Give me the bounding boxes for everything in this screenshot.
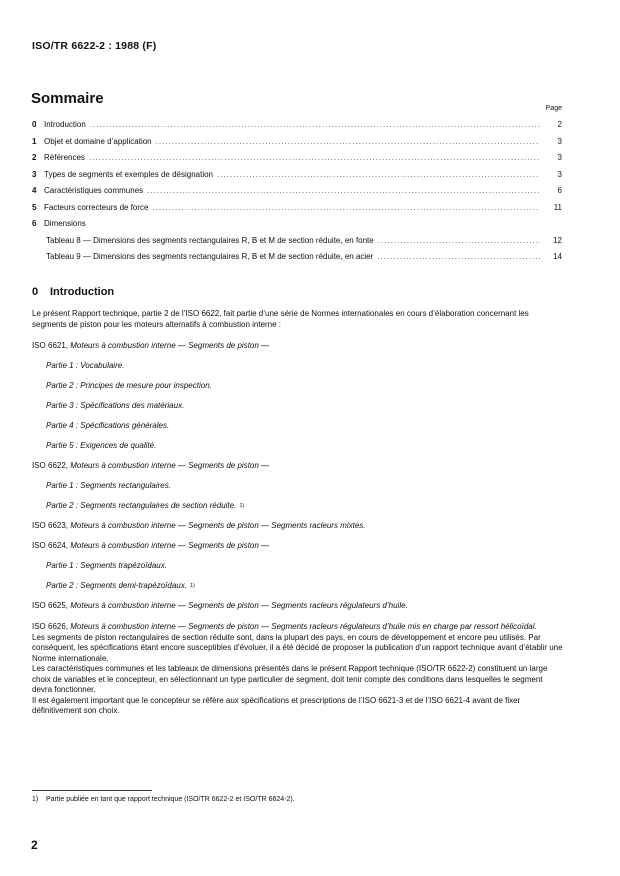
standard-line: ISO 6621, Moteurs à combustion interne — Segments de piston —: [32, 340, 270, 350]
toc-row[interactable]: 6 Dimensions: [32, 219, 86, 228]
running-header: ISO/TR 6622-2 : 1988 (F): [32, 40, 157, 52]
toc-row[interactable]: 1 Objet et domaine d’application ..... 3: [32, 137, 562, 154]
toc-row[interactable]: 2 Références ..... 3: [32, 153, 562, 170]
standard-line: ISO 6624, Moteurs à combustion interne — Segments de piston —: [32, 540, 270, 550]
standard-part: Partie 1 : Segments rectangulaires.: [46, 480, 171, 490]
standard-line: ISO 6626, Moteurs à combustion interne — Segments de piston — Segments racleurs régulateurs d’huile mis en charge par ressort hélicoïdal.: [32, 622, 537, 631]
toc-title: Sommaire: [31, 90, 104, 107]
footnote-ref[interactable]: 1): [189, 582, 195, 589]
section-body: [32, 309, 564, 717]
body-paragraph: Les segments de piston rectangulaires de section réduite sont, dans la plupart des pays, en cours de développement et encore peu utilisés. Par conséquent, les spécifications étant encore susceptibles d’évoluer, il a été décidé de proposer la publication d’un rapport technique avant d’établir une Norme internationale.: [32, 632, 563, 663]
toc-row[interactable]: 0 Introduction ..... 2: [32, 120, 562, 137]
standard-line: ISO 6625, Moteurs à combustion interne — Segments de piston — Segments racleurs régulateurs d’huile.: [32, 600, 408, 610]
body-paragraph: Il est également important que le concepteur se réfère aux spécifications et prescriptions de l’ISO 6621-3 et de l’ISO 6621-4 avant de fixer définitivement son choix.: [32, 695, 521, 715]
toc-row[interactable]: 4 Caractéristiques communes ..... 6: [32, 186, 562, 203]
standard-part: Partie 5 : Exigences de qualité.: [46, 440, 157, 450]
standard-part: Partie 3 : Spécifications des matériaux.: [46, 400, 185, 410]
toc-page-label: Page: [545, 105, 562, 112]
table-of-contents: [32, 120, 562, 269]
toc-row[interactable]: 5 Facteurs correcteurs de force ..... 11: [32, 203, 562, 220]
toc-row[interactable]: Tableau 9 — Dimensions des segments rectangulaires R, B et M de section réduite, en acier ..... 14: [32, 252, 562, 269]
body-paragraph: Les caractéristiques communes et les tableaux de dimensions présentés dans le présent Rapport technique (ISO/TR 6622-2) constituent un large choix de variables et le concepteur, en sélectionnant un type particulier de segment, doit tenir compte des conditions dans lesquelles le segment devra fonctionner.: [32, 664, 548, 694]
standard-part: Partie 1 : Vocabulaire.: [46, 360, 125, 370]
section-heading: 0 Introduction: [32, 286, 115, 298]
standard-part: Partie 4 : Spécifications générales.: [46, 420, 170, 430]
standard-line: ISO 6622, Moteurs à combustion interne — Segments de piston —: [32, 460, 270, 470]
footnote: 1) Partie publiée en tant que rapport technique (ISO/TR 6622-2 et ISO/TR 6624-2).: [32, 796, 295, 803]
standard-part: Partie 1 : Segments trapézoïdaux.: [46, 560, 167, 570]
standard-part: Partie 2 : Principes de mesure pour inspection.: [46, 380, 212, 390]
standard-part: Partie 2 : Segments demi-trapézoïdaux. 1): [46, 580, 195, 590]
footnote-divider: [32, 790, 152, 791]
toc-row[interactable]: Tableau 8 — Dimensions des segments rectangulaires R, B et M de section réduite, en fonte ..... 12: [32, 236, 562, 253]
page-number: 2: [31, 838, 38, 852]
intro-paragraph: Le présent Rapport technique, partie 2 de l’ISO 6622, fait partie d’une série de Normes internationales en cours d’élaboration concernant les segments de piston pour les moteurs alternatifs à combustion interne :: [32, 309, 529, 329]
toc-row[interactable]: 3 Types de segments et exemples de désignation ..... 3: [32, 170, 562, 187]
standard-part: Partie 2 : Segments rectangulaires de section réduite. 1): [46, 500, 245, 510]
standard-line: ISO 6623, Moteurs à combustion interne — Segments de piston — Segments racleurs mixtes.: [32, 520, 366, 530]
footnote-ref[interactable]: 1): [239, 502, 245, 509]
